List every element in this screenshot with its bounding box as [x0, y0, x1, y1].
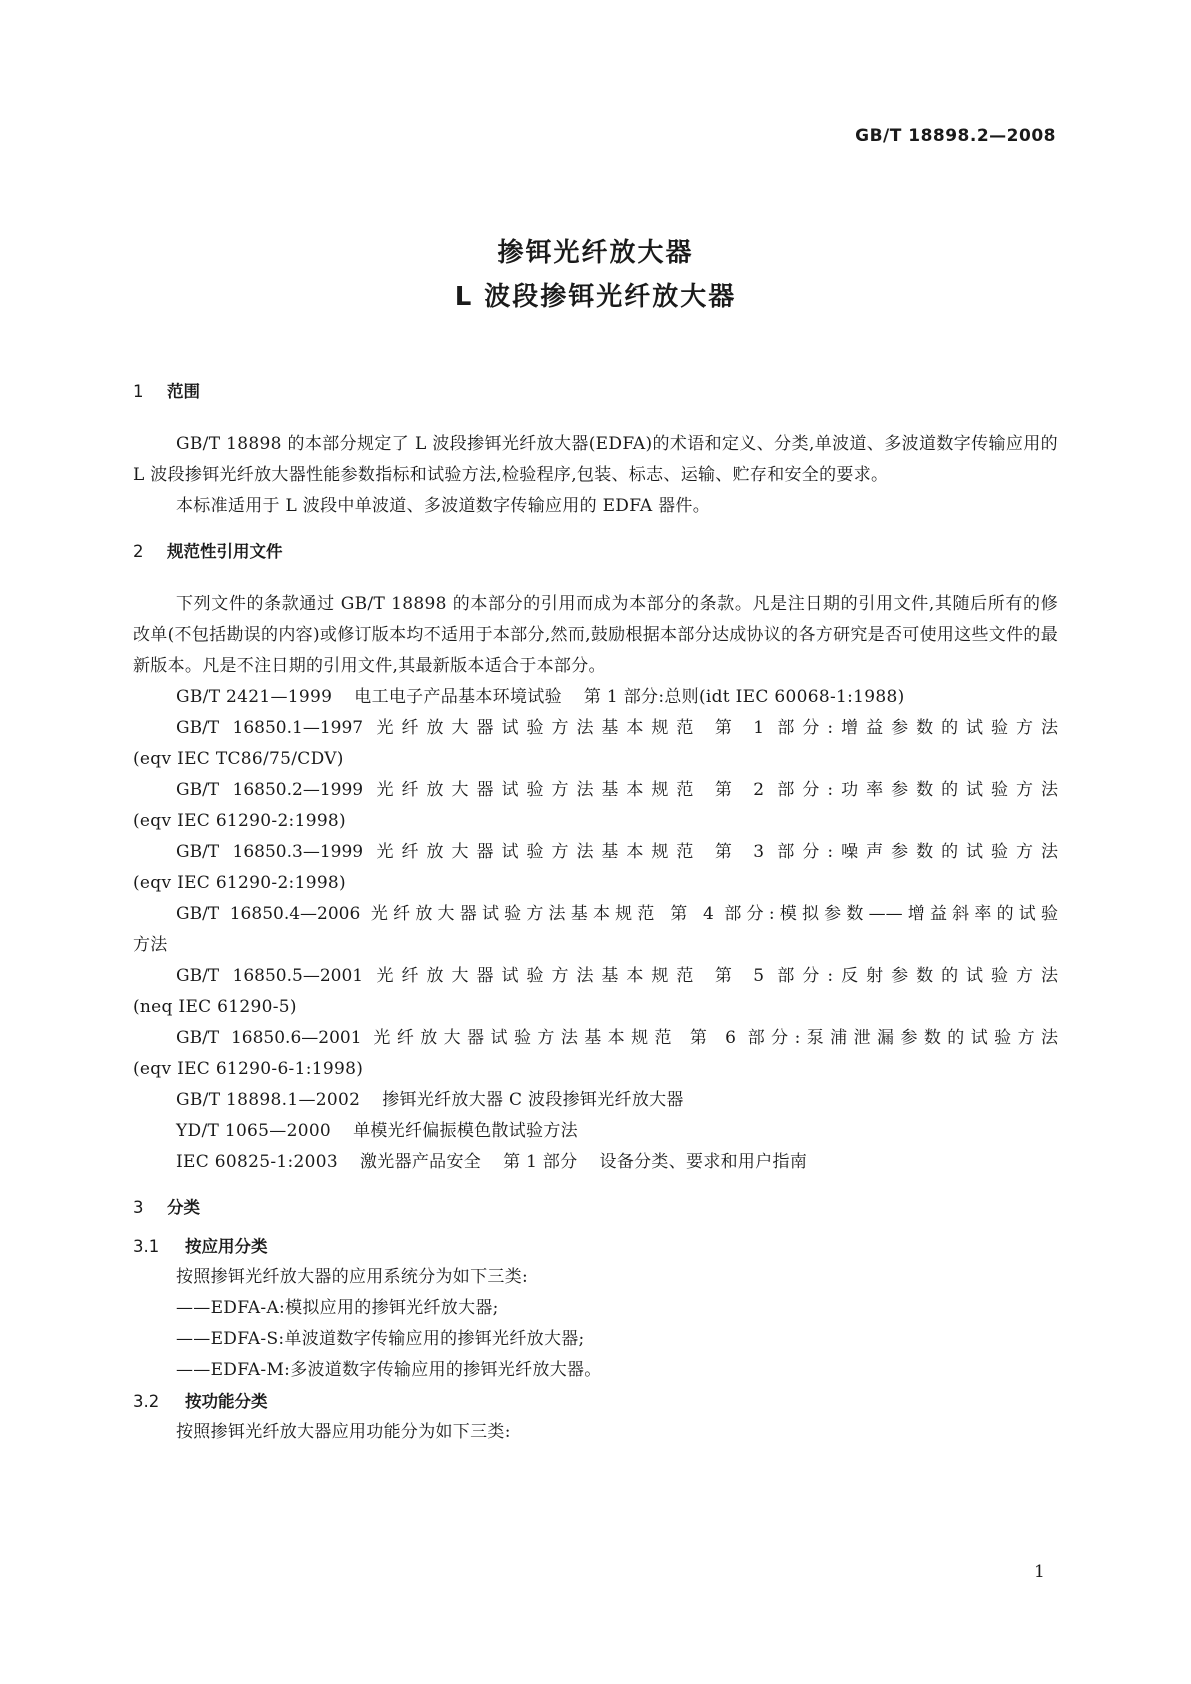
reference-item: GB/T 16850.6—2001 光纤放大器试验方法基本规范 第 6 部分:泵浦泄漏参数的试验方法: [176, 1028, 1059, 1048]
scope-paragraph-1: GB/T 18898 的本部分规定了 L 波段掺铒光纤放大器(EDFA)的术语和定义、分类,单波道、多波道数字传输应用的 L 波段掺铒光纤放大器性能参数指标和试验方法,检验程序,包装、标志、运输、贮存和安全的要求。: [133, 434, 1058, 485]
page-number: 1: [1034, 1562, 1045, 1582]
reference-item-continuation: (eqv IEC 61290-2:1998): [133, 811, 346, 831]
document-title-line1: 掺铒光纤放大器: [497, 238, 694, 268]
reference-item-continuation: 方法: [133, 935, 168, 955]
section-number: 3.1: [133, 1237, 160, 1256]
reference-item-continuation: (eqv IEC TC86/75/CDV): [133, 749, 344, 769]
section-title: 规范性引用文件: [167, 542, 283, 561]
reference-item: GB/T 2421—1999 电工电子产品基本环境试验 第 1 部分:总则(idt IEC 60068-1:1988): [176, 687, 905, 707]
references-intro: 下列文件的条款通过 GB/T 18898 的本部分的引用而成为本部分的条款。凡是注日期的引用文件,其随后所有的修改单(不包括勘误的内容)或修订版本均不适用于本部分,然而,鼓励根据本部分达成协议的各方研究是否可使用这些文件的最新版本。凡是不注日期的引用文件,其最新版本适合于本部分。: [133, 594, 1058, 676]
section-number: 1: [133, 382, 144, 401]
section-number: 2: [133, 542, 144, 561]
reference-item-continuation: (eqv IEC 61290-6-1:1998): [133, 1059, 364, 1079]
document-body: [133, 376, 1058, 1448]
section-number: 3.2: [133, 1392, 160, 1411]
list-item: ——EDFA-A:模拟应用的掺铒光纤放大器;: [176, 1298, 499, 1318]
reference-item-continuation: (neq IEC 61290-5): [133, 997, 297, 1017]
reference-item: YD/T 1065—2000 单模光纤偏振模色散试验方法: [176, 1121, 578, 1141]
classification-intro: 按照掺铒光纤放大器应用功能分为如下三类:: [176, 1422, 511, 1442]
reference-item: GB/T 16850.2—1999 光纤放大器试验方法基本规范 第 2 部分:功率参数的试验方法: [176, 780, 1059, 800]
reference-item: GB/T 18898.1—2002 掺铒光纤放大器 C 波段掺铒光纤放大器: [176, 1090, 684, 1110]
section-2-heading: [133, 536, 1058, 567]
section-title: 按功能分类: [185, 1392, 268, 1411]
reference-item: GB/T 16850.3—1999 光纤放大器试验方法基本规范 第 3 部分:噪声参数的试验方法: [176, 842, 1059, 862]
section-title: 分类: [167, 1198, 200, 1217]
section-title: 按应用分类: [185, 1237, 268, 1256]
scope-paragraph-2: 本标准适用于 L 波段中单波道、多波道数字传输应用的 EDFA 器件。: [176, 496, 711, 516]
section-3-2-heading: [133, 1386, 1058, 1417]
document-title-line2: L 波段掺铒光纤放大器: [454, 282, 737, 312]
list-item: ——EDFA-M:多波道数字传输应用的掺铒光纤放大器。: [176, 1360, 602, 1380]
classification-intro: 按照掺铒光纤放大器的应用系统分为如下三类:: [176, 1267, 529, 1287]
reference-item: GB/T 16850.5—2001 光纤放大器试验方法基本规范 第 5 部分:反射参数的试验方法: [176, 966, 1059, 986]
section-3-1-heading: [133, 1231, 1058, 1262]
section-number: 3: [133, 1198, 144, 1217]
section-title: 范围: [167, 382, 200, 401]
section-3-heading: [133, 1192, 1058, 1223]
section-1-heading: [133, 376, 1058, 407]
reference-item: GB/T 16850.1—1997 光纤放大器试验方法基本规范 第 1 部分:增益参数的试验方法: [176, 718, 1059, 738]
reference-item: IEC 60825-1:2003 激光器产品安全 第 1 部分 设备分类、要求和用户指南: [176, 1152, 808, 1172]
standard-code: GB/T 18898.2—2008: [855, 126, 1056, 146]
reference-item: GB/T 16850.4—2006 光纤放大器试验方法基本规范 第 4 部分:模拟参数——增益斜率的试验: [176, 904, 1058, 924]
list-item: ——EDFA-S:单波道数字传输应用的掺铒光纤放大器;: [176, 1329, 585, 1349]
reference-item-continuation: (eqv IEC 61290-2:1998): [133, 873, 346, 893]
